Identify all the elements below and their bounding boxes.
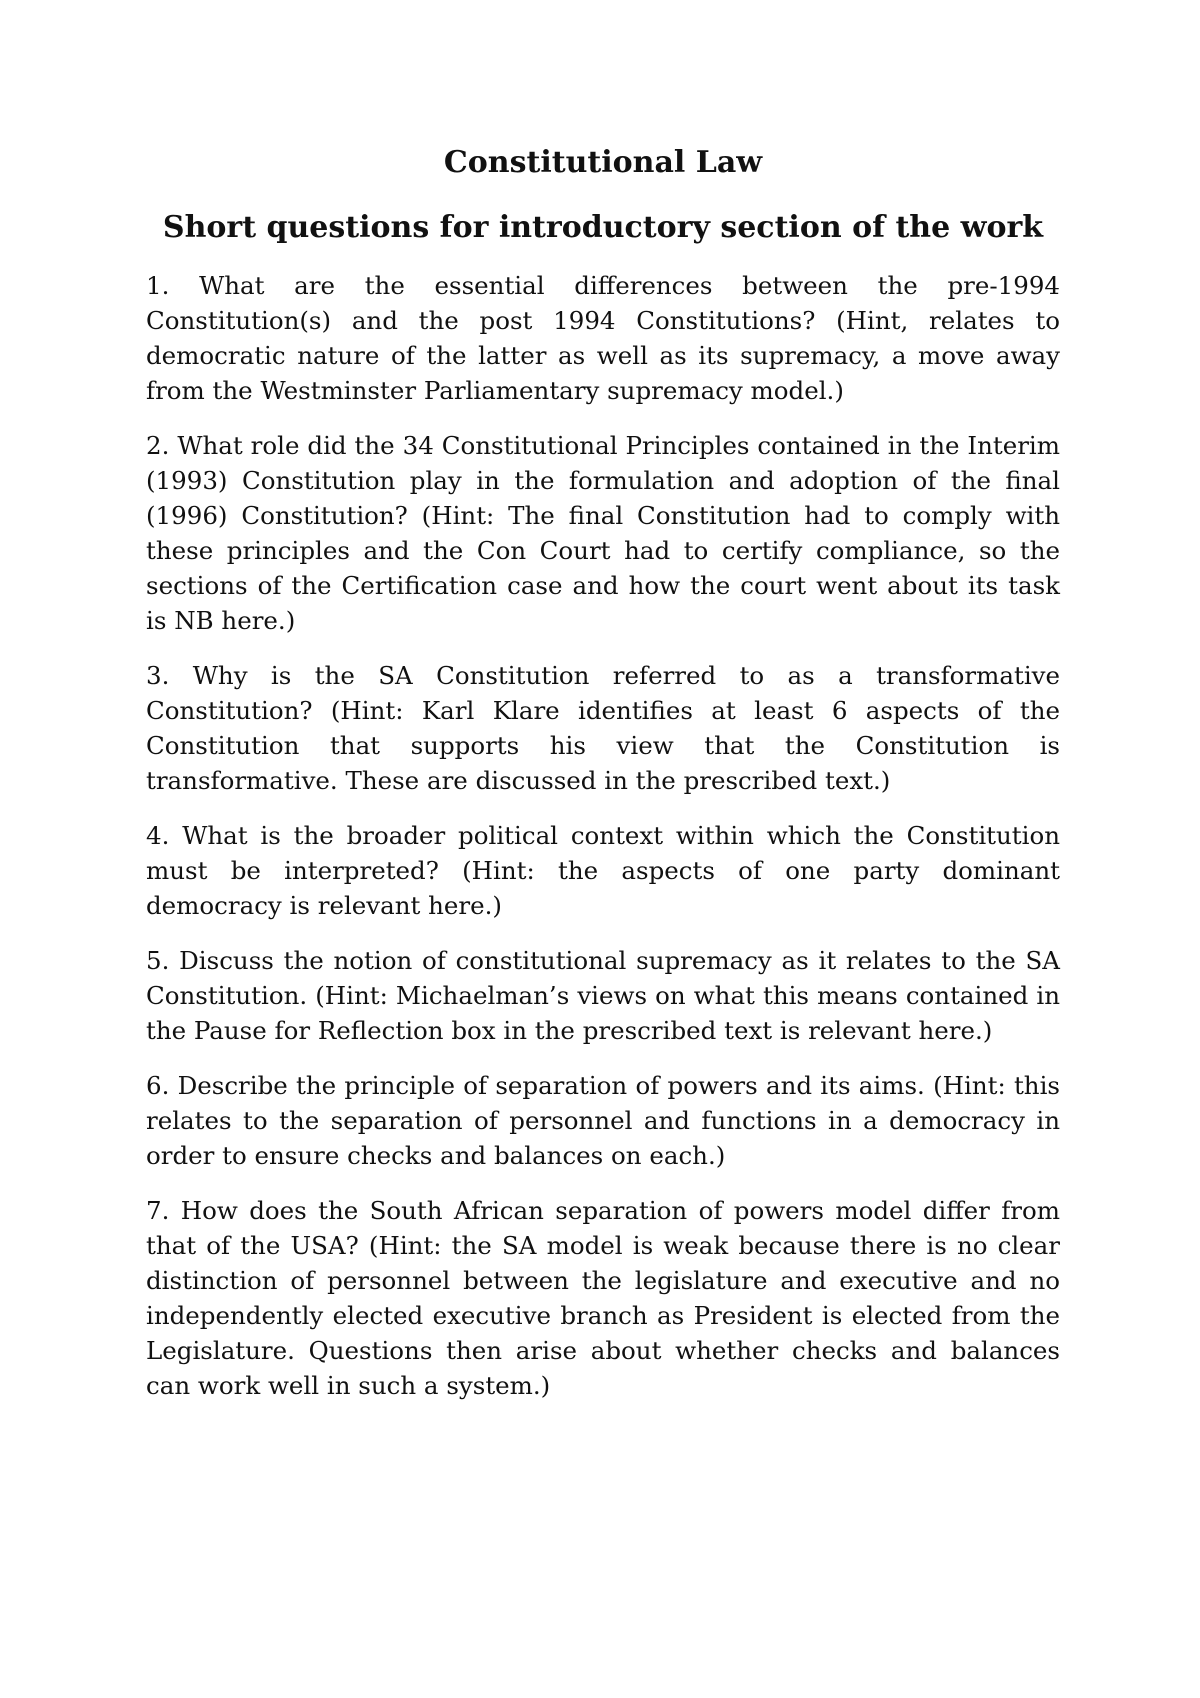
document-title: Constitutional Law bbox=[443, 145, 763, 180]
question-6: 6. Describe the principle of separation of powers and its aims. (Hint: this relates to the separation of personnel and functions in a democracy in order to ensure checks and balances on each.) bbox=[146, 1071, 1060, 1170]
question-1: 1. What are the essential differences between the pre-1994 Constitution(s) and the post 1994 Constitutions? (Hint, relates to democratic nature of the latter as well as its supremacy, a move away from the Westminster Parliamentary supremacy model.) bbox=[146, 271, 1060, 405]
question-4: 4. What is the broader political context within which the Constitution must be interpreted? (Hint: the aspects of one party dominant democracy is relevant here.) bbox=[146, 821, 1060, 920]
question-2: 2. What role did the 34 Constitutional Principles contained in the Interim (1993) Constitution play in the formulation and adoption of the final (1996) Constitution? (Hint: The final Constitution had to comply with these principles and the Con Court had to certify compliance, so the sections of the Certification case and how the court went about its task is NB here.) bbox=[146, 431, 1060, 635]
question-list bbox=[146, 268, 1060, 1403]
question-3: 3. Why is the SA Constitution referred to as a transformative Constitution? (Hint: Karl Klare identifies at least 6 aspects of the Constitution that supports his view that the Constitution is transformative. These are discussed in the prescribed text.) bbox=[146, 661, 1060, 795]
question-5: 5. Discuss the notion of constitutional supremacy as it relates to the SA Constitution. (Hint: Michaelman’s views on what this means contained in the Pause for Reflection box in the prescribed text is relevant here.) bbox=[146, 946, 1060, 1045]
question-7: 7. How does the South African separation of powers model differ from that of the USA? (Hint: the SA model is weak because there is no clear distinction of personnel between the legislature and executive and no independently elected executive branch as President is elected from the Legislature. Questions then arise about whether checks and balances can work well in such a system.) bbox=[146, 1196, 1060, 1400]
document-subtitle: Short questions for introductory section of the work bbox=[162, 210, 1044, 245]
